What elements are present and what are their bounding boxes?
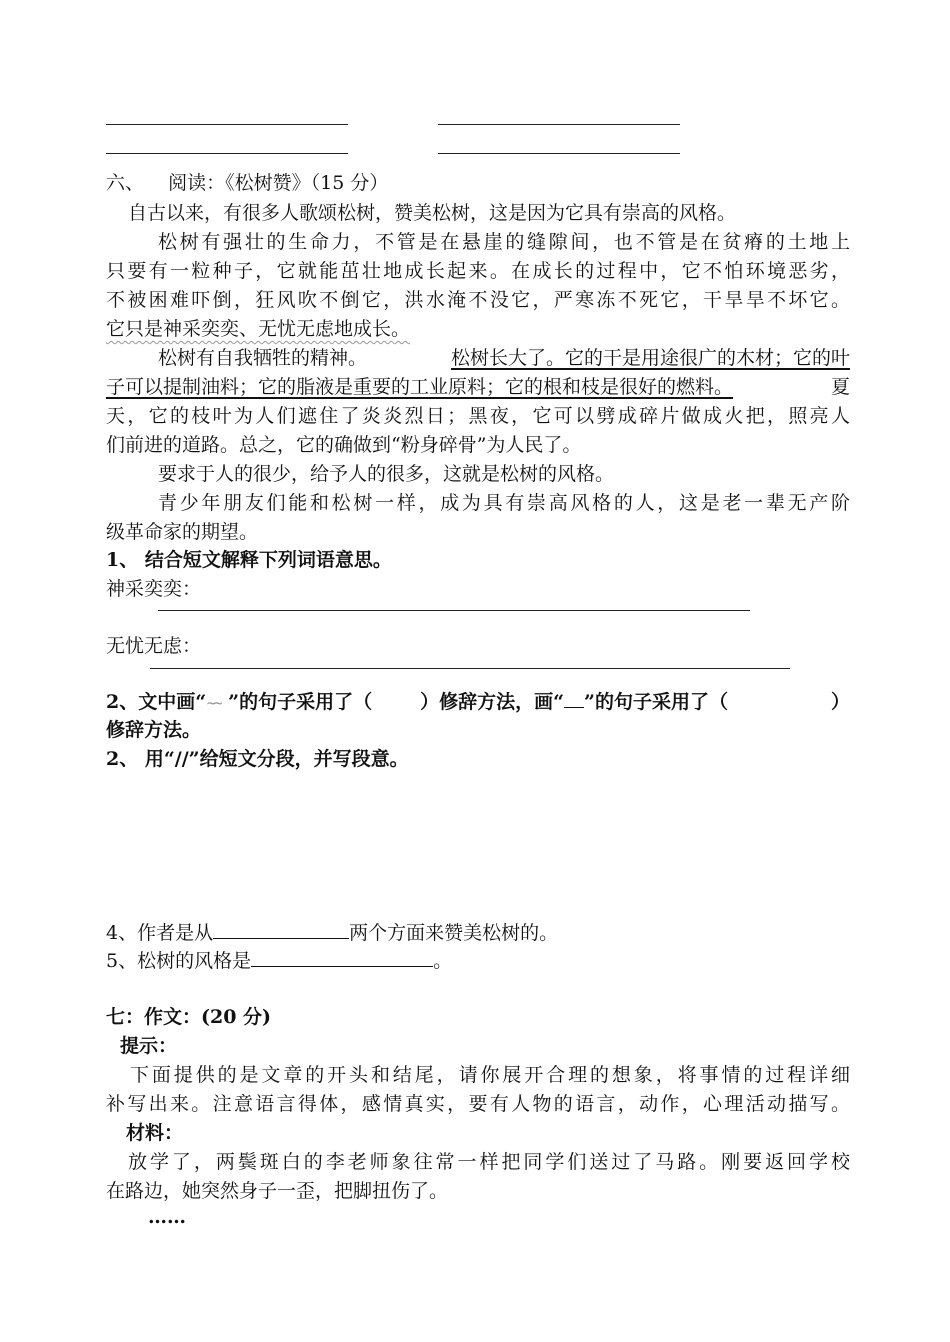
ellipsis: ……	[148, 1206, 186, 1228]
material-line-2: 在路边，她突然身子一歪，把脚扭伤了。	[106, 1180, 449, 1202]
answer-line-word-1[interactable]	[158, 610, 750, 611]
q2-text-2: ）	[830, 691, 850, 713]
material-line-1: 放学了，两鬓斑白的李老师象往常一样把同学们送过了马路。刚要返回学校	[128, 1151, 850, 1173]
answer-line-2-right	[438, 153, 680, 154]
passage-line-8: 天，它的枝叶为人们遮住了炎炎烈日；黑夜，它可以劈成碎片做成火把，照亮人	[106, 405, 850, 427]
answer-line-1-left	[106, 124, 348, 125]
answer-line-2-left	[106, 153, 348, 154]
question-1-word-2: 无忧无虑：	[106, 635, 202, 657]
passage-line-12: 级革命家的期望。	[106, 521, 259, 543]
passage-segment-a: 松树有自我牺牲的精神。	[158, 347, 368, 369]
hint-label: 提示：	[120, 1035, 178, 1057]
wavy-line-mark	[206, 690, 228, 708]
question-3: 2、 用“//”给短文分段，并写段意。	[106, 748, 409, 770]
straight-line-mark	[564, 691, 584, 708]
passage-line-2: 松树有强壮的生命力，不管是在悬崖的缝隙间，也不管是在贫瘠的土地上	[158, 231, 850, 253]
hint-line-1: 下面提供的是文章的开头和结尾，请你展开合理的想象，将事情的过程详细	[130, 1064, 850, 1086]
passage-line-10: 要求于人的很少，给予人的很多，这就是松树的风格。	[158, 463, 615, 485]
question-5: 5、松树的风格是 。	[106, 946, 850, 975]
passage-line-5	[106, 315, 850, 343]
answer-line-word-2[interactable]	[150, 668, 790, 669]
passage-line-7	[106, 373, 850, 401]
question-4: 4、作者是从 两个方面来赞美松树的。	[106, 918, 850, 947]
answer-line-1-right	[438, 124, 680, 125]
question-4-blank[interactable]	[213, 918, 349, 939]
question-2-line-2: 修辞方法。	[106, 719, 202, 741]
question-1-word-1: 神采奕奕：	[106, 578, 202, 600]
passage-line-9: 们前进的道路。总之，它的确做到“粉身碎骨”为人民了。	[106, 434, 582, 456]
question-5-blank[interactable]	[251, 946, 433, 967]
underlined-sentence-part-1: 松树长大了。它的干是用途很广的木材；它的叶	[450, 347, 850, 369]
passage-line-3: 只要有一粒种子，它就能茁壮地成长起来。在成长的过程中，它不怕环境恶劣，	[106, 260, 850, 282]
passage-line-4: 不被困难吓倒，狂风吹不倒它，洪水淹不没它，严寒冻不死它，干旱旱不坏它。	[106, 289, 850, 311]
section7-heading: 七：作文：(20 分)	[106, 1006, 272, 1028]
section6-heading: 六、 阅读：《松树赞》（15 分）	[106, 172, 389, 194]
q2-text-1: 2、文中画“~~ ”的句子采用了（ ）修辞方法，画“ ”的句子采用了（	[106, 688, 728, 716]
passage-line-6	[158, 344, 850, 372]
passage-line-1: 自古以来，有很多人歌颂松树，赞美松树，这是因为它具有崇高的风格。	[128, 202, 737, 224]
passage-line-11: 青少年朋友们能和松树一样，成为具有崇高风格的人，这是老一辈无产阶	[158, 492, 850, 514]
wavy-underlined-sentence: 它只是神采奕奕、无忧无虑地成长。	[106, 318, 411, 340]
question-2-line-1	[106, 688, 850, 716]
question-1-title: 1、 结合短文解释下列词语意思。	[106, 549, 392, 571]
passage-segment-b: 夏	[830, 376, 850, 398]
material-label: 材料：	[126, 1122, 184, 1144]
underlined-sentence-part-2: 子可以提制油料；它的脂液是重要的工业原料；它的根和枝是很好的燃料。	[106, 376, 734, 398]
hint-line-2: 补写出来。注意语言得体，感情真实，要有人物的语言，动作，心理活动描写。	[106, 1093, 850, 1115]
